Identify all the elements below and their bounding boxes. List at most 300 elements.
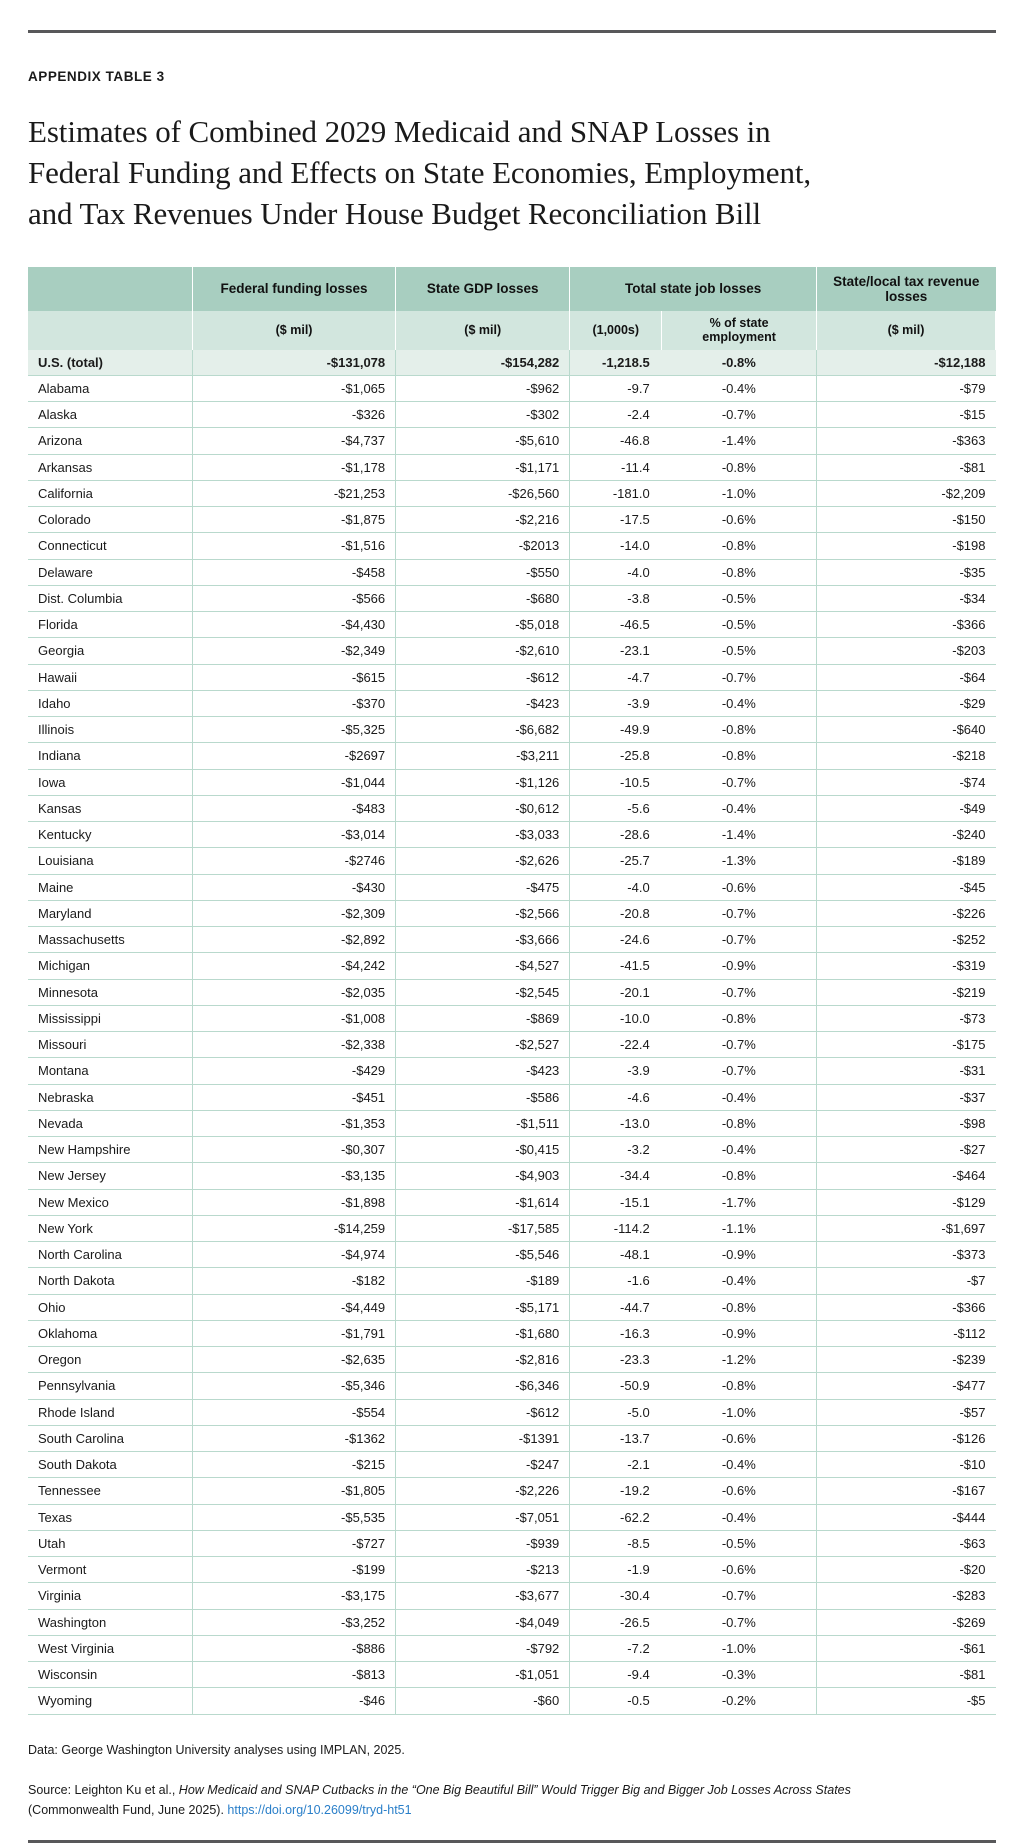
cell-state-name: Nebraska — [28, 1084, 192, 1110]
table-row — [28, 507, 996, 533]
table-row — [28, 1058, 996, 1084]
cell-federal-funding-loss: -$2,035 — [192, 979, 395, 1005]
table-row — [28, 1609, 996, 1635]
cell-tax-revenue-loss: -$63 — [816, 1530, 995, 1556]
cell-state-gdp-loss: -$5,018 — [396, 612, 570, 638]
cell-federal-funding-loss: -$182 — [192, 1268, 395, 1294]
cell-state-name: Idaho — [28, 690, 192, 716]
cell-tax-revenue-loss: -$12,188 — [816, 350, 995, 376]
cell-job-loss-percent: -0.7% — [662, 900, 817, 926]
cell-job-loss-thousands: -28.6 — [570, 822, 662, 848]
cell-job-loss-thousands: -22.4 — [570, 1032, 662, 1058]
cell-state-gdp-loss: -$586 — [396, 1084, 570, 1110]
cell-state-gdp-loss: -$5,546 — [396, 1242, 570, 1268]
cell-tax-revenue-loss: -$98 — [816, 1110, 995, 1136]
cell-state-gdp-loss: -$3,211 — [396, 743, 570, 769]
cell-tax-revenue-loss: -$203 — [816, 638, 995, 664]
col-header-state-local-tax-revenue-losses: State/local tax revenue losses — [816, 267, 995, 311]
cell-federal-funding-loss: -$46 — [192, 1688, 395, 1714]
cell-job-loss-percent: -0.4% — [662, 1452, 817, 1478]
cell-state-name: Kentucky — [28, 822, 192, 848]
eyebrow-label: APPENDIX TABLE 3 — [28, 69, 165, 84]
cell-federal-funding-loss: -$451 — [192, 1084, 395, 1110]
cell-federal-funding-loss: -$2,349 — [192, 638, 395, 664]
cell-federal-funding-loss: -$566 — [192, 585, 395, 611]
cell-tax-revenue-loss: -$366 — [816, 1294, 995, 1320]
cell-job-loss-thousands: -41.5 — [570, 953, 662, 979]
cell-federal-funding-loss: -$4,242 — [192, 953, 395, 979]
cell-state-name: Vermont — [28, 1557, 192, 1583]
cell-tax-revenue-loss: -$73 — [816, 1005, 995, 1031]
table-row — [28, 1032, 996, 1058]
source-note — [28, 1781, 908, 1820]
cell-state-gdp-loss: -$869 — [396, 1005, 570, 1031]
cell-state-gdp-loss: -$5,171 — [396, 1294, 570, 1320]
cell-state-name: New Jersey — [28, 1163, 192, 1189]
cell-job-loss-percent: -0.7% — [662, 1058, 817, 1084]
cell-state-gdp-loss: -$189 — [396, 1268, 570, 1294]
cell-state-name: Dist. Columbia — [28, 585, 192, 611]
table-row — [28, 822, 996, 848]
cell-state-gdp-loss: -$4,527 — [396, 953, 570, 979]
cell-state-name: Connecticut — [28, 533, 192, 559]
cell-job-loss-thousands: -49.9 — [570, 717, 662, 743]
cell-state-gdp-loss: -$612 — [396, 664, 570, 690]
cell-state-gdp-loss: -$4,049 — [396, 1609, 570, 1635]
cell-job-loss-percent: -0.8% — [662, 1163, 817, 1189]
cell-federal-funding-loss: -$1,353 — [192, 1110, 395, 1136]
cell-state-name: Alaska — [28, 402, 192, 428]
cell-federal-funding-loss: -$1,008 — [192, 1005, 395, 1031]
cell-job-loss-percent: -0.9% — [662, 953, 817, 979]
cell-state-name: North Dakota — [28, 1268, 192, 1294]
cell-state-name: Minnesota — [28, 979, 192, 1005]
cell-federal-funding-loss: -$1,516 — [192, 533, 395, 559]
cell-job-loss-thousands: -13.7 — [570, 1425, 662, 1451]
cell-federal-funding-loss: -$1,178 — [192, 454, 395, 480]
source-doi-link[interactable]: https://doi.org/10.26099/tryd-ht51 — [227, 1802, 412, 1817]
cell-job-loss-thousands: -8.5 — [570, 1530, 662, 1556]
cell-job-loss-thousands: -1.9 — [570, 1557, 662, 1583]
cell-job-loss-percent: -1.0% — [662, 1399, 817, 1425]
cell-job-loss-percent: -0.5% — [662, 638, 817, 664]
cell-federal-funding-loss: -$1,875 — [192, 507, 395, 533]
cell-job-loss-percent: -0.8% — [662, 1005, 817, 1031]
cell-tax-revenue-loss: -$150 — [816, 507, 995, 533]
cell-federal-funding-loss: -$4,449 — [192, 1294, 395, 1320]
cell-state-name: Texas — [28, 1504, 192, 1530]
cell-tax-revenue-loss: -$373 — [816, 1242, 995, 1268]
cell-federal-funding-loss: -$429 — [192, 1058, 395, 1084]
cell-state-gdp-loss: -$17,585 — [396, 1215, 570, 1241]
cell-tax-revenue-loss: -$74 — [816, 769, 995, 795]
cell-federal-funding-loss: -$5,346 — [192, 1373, 395, 1399]
cell-state-gdp-loss: -$0,612 — [396, 795, 570, 821]
cell-state-gdp-loss: -$792 — [396, 1635, 570, 1661]
cell-state-gdp-loss: -$247 — [396, 1452, 570, 1478]
cell-federal-funding-loss: -$131,078 — [192, 350, 395, 376]
cell-job-loss-percent: -0.4% — [662, 1084, 817, 1110]
cell-federal-funding-loss: -$5,535 — [192, 1504, 395, 1530]
cell-job-loss-percent: -0.5% — [662, 612, 817, 638]
cell-job-loss-thousands: -25.8 — [570, 743, 662, 769]
cell-job-loss-thousands: -9.7 — [570, 375, 662, 401]
cell-state-name: Indiana — [28, 743, 192, 769]
table-row — [28, 1662, 996, 1688]
cell-state-gdp-loss: -$550 — [396, 559, 570, 585]
header-row-primary — [28, 267, 996, 311]
table-row — [28, 1688, 996, 1714]
table-row — [28, 454, 996, 480]
cell-job-loss-thousands: -9.4 — [570, 1662, 662, 1688]
cell-state-gdp-loss: -$2013 — [396, 533, 570, 559]
cell-tax-revenue-loss: -$7 — [816, 1268, 995, 1294]
cell-job-loss-thousands: -3.8 — [570, 585, 662, 611]
cell-job-loss-percent: -1.4% — [662, 822, 817, 848]
cell-tax-revenue-loss: -$175 — [816, 1032, 995, 1058]
cell-state-name: North Carolina — [28, 1242, 192, 1268]
cell-state-gdp-loss: -$154,282 — [396, 350, 570, 376]
cell-job-loss-percent: -0.4% — [662, 795, 817, 821]
cell-state-gdp-loss: -$2,610 — [396, 638, 570, 664]
cell-job-loss-percent: -0.8% — [662, 533, 817, 559]
cell-federal-funding-loss: -$813 — [192, 1662, 395, 1688]
cell-job-loss-percent: -0.7% — [662, 402, 817, 428]
cell-job-loss-thousands: -13.0 — [570, 1110, 662, 1136]
cell-job-loss-thousands: -46.5 — [570, 612, 662, 638]
cell-tax-revenue-loss: -$20 — [816, 1557, 995, 1583]
table-row — [28, 979, 996, 1005]
table-row — [28, 953, 996, 979]
table-row — [28, 1557, 996, 1583]
cell-state-gdp-loss: -$1,680 — [396, 1320, 570, 1346]
cell-state-gdp-loss: -$1,614 — [396, 1189, 570, 1215]
cell-federal-funding-loss: -$483 — [192, 795, 395, 821]
cell-tax-revenue-loss: -$49 — [816, 795, 995, 821]
table-row — [28, 795, 996, 821]
cell-job-loss-thousands: -3.2 — [570, 1137, 662, 1163]
table-row — [28, 1320, 996, 1346]
table-row — [28, 1215, 996, 1241]
cell-tax-revenue-loss: -$29 — [816, 690, 995, 716]
cell-state-gdp-loss: -$2,226 — [396, 1478, 570, 1504]
cell-job-loss-thousands: -34.4 — [570, 1163, 662, 1189]
cell-federal-funding-loss: -$2,635 — [192, 1347, 395, 1373]
table-row — [28, 480, 996, 506]
cell-federal-funding-loss: -$1,898 — [192, 1189, 395, 1215]
cell-state-name: Ohio — [28, 1294, 192, 1320]
cell-state-name: U.S. (total) — [28, 350, 192, 376]
cell-tax-revenue-loss: -$27 — [816, 1137, 995, 1163]
cell-state-name: Michigan — [28, 953, 192, 979]
cell-state-name: Maryland — [28, 900, 192, 926]
cell-job-loss-percent: -0.7% — [662, 664, 817, 690]
cell-job-loss-percent: -0.8% — [662, 1110, 817, 1136]
cell-job-loss-thousands: -17.5 — [570, 507, 662, 533]
cell-federal-funding-loss: -$1,791 — [192, 1320, 395, 1346]
cell-tax-revenue-loss: -$240 — [816, 822, 995, 848]
cell-job-loss-thousands: -114.2 — [570, 1215, 662, 1241]
cell-state-name: Massachusetts — [28, 927, 192, 953]
cell-tax-revenue-loss: -$167 — [816, 1478, 995, 1504]
cell-job-loss-thousands: -4.7 — [570, 664, 662, 690]
cell-federal-funding-loss: -$2,892 — [192, 927, 395, 953]
cell-federal-funding-loss: -$4,974 — [192, 1242, 395, 1268]
cell-tax-revenue-loss: -$189 — [816, 848, 995, 874]
cell-job-loss-thousands: -25.7 — [570, 848, 662, 874]
cell-tax-revenue-loss: -$363 — [816, 428, 995, 454]
cell-state-name: Nevada — [28, 1110, 192, 1136]
cell-job-loss-thousands: -5.6 — [570, 795, 662, 821]
table-row — [28, 1399, 996, 1425]
cell-tax-revenue-loss: -$31 — [816, 1058, 995, 1084]
cell-state-gdp-loss: -$2,816 — [396, 1347, 570, 1373]
cell-state-name: South Dakota — [28, 1452, 192, 1478]
table-row — [28, 1242, 996, 1268]
cell-state-gdp-loss: -$5,610 — [396, 428, 570, 454]
cell-tax-revenue-loss: -$79 — [816, 375, 995, 401]
table-row — [28, 1373, 996, 1399]
cell-job-loss-percent: -0.5% — [662, 585, 817, 611]
cell-state-name: Wyoming — [28, 1688, 192, 1714]
cell-state-name: New York — [28, 1215, 192, 1241]
col-header-federal-funding-losses: Federal funding losses — [192, 267, 395, 311]
cell-state-gdp-loss: -$1,511 — [396, 1110, 570, 1136]
cell-state-name: Hawaii — [28, 664, 192, 690]
cell-job-loss-percent: -0.6% — [662, 874, 817, 900]
cell-job-loss-percent: -1.0% — [662, 1635, 817, 1661]
cell-job-loss-thousands: -20.1 — [570, 979, 662, 1005]
cell-state-name: Delaware — [28, 559, 192, 585]
unit-header-federal: ($ mil) — [192, 311, 395, 350]
cell-tax-revenue-loss: -$81 — [816, 1662, 995, 1688]
cell-state-gdp-loss: -$213 — [396, 1557, 570, 1583]
cell-job-loss-percent: -0.7% — [662, 979, 817, 1005]
cell-state-gdp-loss: -$2,566 — [396, 900, 570, 926]
cell-job-loss-percent: -0.3% — [662, 1662, 817, 1688]
cell-tax-revenue-loss: -$37 — [816, 1084, 995, 1110]
cell-job-loss-percent: -0.7% — [662, 769, 817, 795]
cell-job-loss-thousands: -2.1 — [570, 1452, 662, 1478]
cell-federal-funding-loss: -$2697 — [192, 743, 395, 769]
cell-job-loss-thousands: -16.3 — [570, 1320, 662, 1346]
source-publisher: (Commonwealth Fund, June 2025). — [28, 1802, 228, 1817]
cell-job-loss-percent: -0.4% — [662, 1268, 817, 1294]
cell-state-name: Kansas — [28, 795, 192, 821]
cell-state-gdp-loss: -$475 — [396, 874, 570, 900]
cell-job-loss-thousands: -44.7 — [570, 1294, 662, 1320]
source-prefix: Source: Leighton Ku et al., — [28, 1783, 179, 1798]
cell-tax-revenue-loss: -$219 — [816, 979, 995, 1005]
page-title: Estimates of Combined 2029 Medicaid and SNAP Losses in Federal Funding and Effects on State Economies, Employment, and Tax Revenues Under House Budget Reconciliation Bill — [28, 114, 812, 231]
cell-job-loss-percent: -0.9% — [662, 1242, 817, 1268]
table-row — [28, 1635, 996, 1661]
cell-tax-revenue-loss: -$35 — [816, 559, 995, 585]
cell-federal-funding-loss: -$727 — [192, 1530, 395, 1556]
table-head — [28, 267, 996, 350]
table-row — [28, 402, 996, 428]
cell-job-loss-thousands: -15.1 — [570, 1189, 662, 1215]
cell-state-gdp-loss: -$1,171 — [396, 454, 570, 480]
cell-state-gdp-loss: -$2,527 — [396, 1032, 570, 1058]
unit-header-state — [28, 311, 192, 350]
cell-federal-funding-loss: -$430 — [192, 874, 395, 900]
cell-job-loss-percent: -0.6% — [662, 1425, 817, 1451]
cell-federal-funding-loss: -$0,307 — [192, 1137, 395, 1163]
cell-state-name: Montana — [28, 1058, 192, 1084]
cell-federal-funding-loss: -$1,065 — [192, 375, 395, 401]
cell-tax-revenue-loss: -$126 — [816, 1425, 995, 1451]
cell-federal-funding-loss: -$4,737 — [192, 428, 395, 454]
cell-job-loss-percent: -0.6% — [662, 1557, 817, 1583]
cell-federal-funding-loss: -$21,253 — [192, 480, 395, 506]
cell-state-gdp-loss: -$7,051 — [396, 1504, 570, 1530]
cell-job-loss-percent: -0.9% — [662, 1320, 817, 1346]
cell-state-gdp-loss: -$6,346 — [396, 1373, 570, 1399]
cell-job-loss-percent: -1.7% — [662, 1189, 817, 1215]
cell-job-loss-thousands: -5.0 — [570, 1399, 662, 1425]
cell-state-gdp-loss: -$2,216 — [396, 507, 570, 533]
cell-federal-funding-loss: -$14,259 — [192, 1215, 395, 1241]
header-row-units — [28, 311, 996, 350]
cell-job-loss-percent: -0.8% — [662, 454, 817, 480]
cell-state-name: Arizona — [28, 428, 192, 454]
appendix-table-page — [0, 30, 1024, 1817]
cell-state-gdp-loss: -$2,545 — [396, 979, 570, 1005]
cell-state-name: Virginia — [28, 1583, 192, 1609]
table-row — [28, 1005, 996, 1031]
cell-tax-revenue-loss: -$5 — [816, 1688, 995, 1714]
cell-state-gdp-loss: -$3,677 — [396, 1583, 570, 1609]
cell-tax-revenue-loss: -$61 — [816, 1635, 995, 1661]
cell-tax-revenue-loss: -$1,697 — [816, 1215, 995, 1241]
cell-federal-funding-loss: -$458 — [192, 559, 395, 585]
cell-state-name: Rhode Island — [28, 1399, 192, 1425]
cell-state-name: New Mexico — [28, 1189, 192, 1215]
cell-state-gdp-loss: -$3,033 — [396, 822, 570, 848]
table-row — [28, 559, 996, 585]
cell-tax-revenue-loss: -$239 — [816, 1347, 995, 1373]
cell-job-loss-percent: -0.8% — [662, 1373, 817, 1399]
table-row — [28, 717, 996, 743]
table-row — [28, 1530, 996, 1556]
cell-state-name: Utah — [28, 1530, 192, 1556]
cell-job-loss-percent: -0.4% — [662, 375, 817, 401]
cell-job-loss-percent: -0.7% — [662, 1609, 817, 1635]
cell-state-name: Alabama — [28, 375, 192, 401]
cell-tax-revenue-loss: -$283 — [816, 1583, 995, 1609]
cell-tax-revenue-loss: -$477 — [816, 1373, 995, 1399]
cell-job-loss-thousands: -24.6 — [570, 927, 662, 953]
cell-state-name: Mississippi — [28, 1005, 192, 1031]
cell-state-gdp-loss: -$939 — [396, 1530, 570, 1556]
cell-state-name: New Hampshire — [28, 1137, 192, 1163]
table-row — [28, 1478, 996, 1504]
cell-federal-funding-loss: -$326 — [192, 402, 395, 428]
cell-job-loss-thousands: -4.0 — [570, 559, 662, 585]
col-header-state — [28, 267, 192, 311]
table-row — [28, 1504, 996, 1530]
source-title-italic: How Medicaid and SNAP Cutbacks in the “One Big Beautiful Bill” Would Trigger Big and Bigger Job Losses Across States — [178, 1783, 851, 1798]
cell-job-loss-percent: -0.7% — [662, 1032, 817, 1058]
cell-job-loss-percent: -0.7% — [662, 1583, 817, 1609]
table-row — [28, 375, 996, 401]
cell-job-loss-thousands: -19.2 — [570, 1478, 662, 1504]
cell-job-loss-percent: -0.4% — [662, 690, 817, 716]
cell-tax-revenue-loss: -$198 — [816, 533, 995, 559]
cell-job-loss-thousands: -30.4 — [570, 1583, 662, 1609]
cell-state-name: Washington — [28, 1609, 192, 1635]
cell-tax-revenue-loss: -$319 — [816, 953, 995, 979]
cell-state-name: Oregon — [28, 1347, 192, 1373]
cell-job-loss-thousands: -0.5 — [570, 1688, 662, 1714]
top-rule — [28, 30, 996, 33]
cell-job-loss-thousands: -3.9 — [570, 690, 662, 716]
cell-job-loss-thousands: -46.8 — [570, 428, 662, 454]
table-row — [28, 1347, 996, 1373]
cell-tax-revenue-loss: -$64 — [816, 664, 995, 690]
table-row — [28, 1583, 996, 1609]
cell-federal-funding-loss: -$4,430 — [192, 612, 395, 638]
cell-tax-revenue-loss: -$218 — [816, 743, 995, 769]
cell-job-loss-percent: -0.7% — [662, 927, 817, 953]
table-row — [28, 612, 996, 638]
cell-federal-funding-loss: -$3,252 — [192, 1609, 395, 1635]
table-row — [28, 585, 996, 611]
cell-job-loss-percent: -0.8% — [662, 559, 817, 585]
cell-job-loss-percent: -0.8% — [662, 743, 817, 769]
cell-federal-funding-loss: -$3,135 — [192, 1163, 395, 1189]
cell-job-loss-percent: -0.8% — [662, 350, 817, 376]
cell-federal-funding-loss: -$615 — [192, 664, 395, 690]
cell-federal-funding-loss: -$2,309 — [192, 900, 395, 926]
cell-federal-funding-loss: -$886 — [192, 1635, 395, 1661]
cell-job-loss-thousands: -50.9 — [570, 1373, 662, 1399]
cell-tax-revenue-loss: -$10 — [816, 1452, 995, 1478]
table-row-us-total — [28, 350, 996, 376]
cell-state-name: Georgia — [28, 638, 192, 664]
table-row — [28, 927, 996, 953]
cell-state-gdp-loss: -$1391 — [396, 1425, 570, 1451]
table-row — [28, 1110, 996, 1136]
cell-state-gdp-loss: -$423 — [396, 690, 570, 716]
cell-job-loss-percent: -0.6% — [662, 1478, 817, 1504]
cell-tax-revenue-loss: -$57 — [816, 1399, 995, 1425]
cell-state-name: Arkansas — [28, 454, 192, 480]
cell-state-name: Pennsylvania — [28, 1373, 192, 1399]
cell-state-gdp-loss: -$1,126 — [396, 769, 570, 795]
cell-tax-revenue-loss: -$269 — [816, 1609, 995, 1635]
table-row — [28, 1084, 996, 1110]
cell-state-name: Wisconsin — [28, 1662, 192, 1688]
cell-job-loss-thousands: -3.9 — [570, 1058, 662, 1084]
cell-tax-revenue-loss: -$226 — [816, 900, 995, 926]
cell-tax-revenue-loss: -$444 — [816, 1504, 995, 1530]
table-row — [28, 428, 996, 454]
cell-job-loss-percent: -0.2% — [662, 1688, 817, 1714]
cell-state-name: Missouri — [28, 1032, 192, 1058]
cell-state-gdp-loss: -$6,682 — [396, 717, 570, 743]
cell-job-loss-thousands: -10.5 — [570, 769, 662, 795]
cell-tax-revenue-loss: -$2,209 — [816, 480, 995, 506]
estimates-table — [28, 267, 996, 1715]
cell-state-name: Illinois — [28, 717, 192, 743]
table-row — [28, 900, 996, 926]
cell-tax-revenue-loss: -$15 — [816, 402, 995, 428]
cell-state-gdp-loss: -$680 — [396, 585, 570, 611]
cell-tax-revenue-loss: -$366 — [816, 612, 995, 638]
cell-federal-funding-loss: -$370 — [192, 690, 395, 716]
